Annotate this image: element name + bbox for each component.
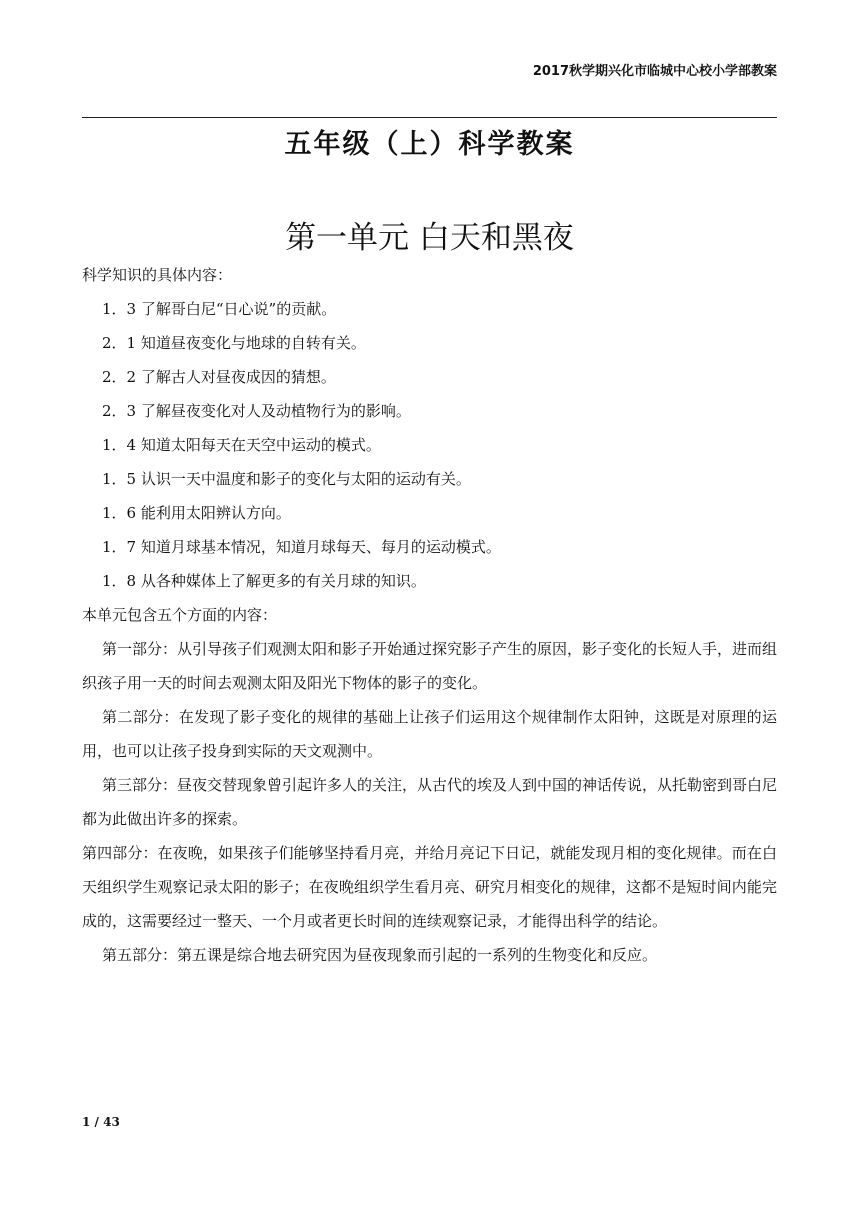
knowledge-item: 1．4 知道太阳每天在天空中运动的模式。 [102, 436, 381, 454]
content-paragraph: 第一部分：从引导孩子们观测太阳和影子开始通过探究影子产生的原因，影子变化的长短人手，进而组织孩子用一天的时间去观测太阳及阳光下物体的影子的变化。 [82, 640, 778, 692]
content-paragraph: 第三部分：昼夜交替现象曾引起许多人的关注，从古代的埃及人到中国的神话传说，从托勒密到哥白尼都为此做出许多的探索。 [82, 776, 778, 828]
header-divider [82, 117, 777, 118]
unit-title: 第一单元 白天和黑夜 [285, 220, 574, 256]
knowledge-item: 1．7 知道月球基本情况，知道月球每天、每月的运动模式。 [102, 538, 501, 556]
knowledge-item: 1．5 认识一天中温度和影子的变化与太阳的运动有关。 [102, 470, 471, 488]
page-header: 2017秋学期兴化市临城中心校小学部教案 [532, 64, 777, 79]
content-paragraph: 第五部分：第五课是综合地去研究因为昼夜现象而引起的一系列的生物变化和反应。 [102, 946, 658, 964]
section-heading-knowledge: 科学知识的具体内容： [82, 266, 233, 284]
page-number: 1 / 43 [82, 1115, 120, 1129]
content-paragraph: 第二部分：在发现了影子变化的规律的基础上让孩子们运用这个规律制作太阳钟，这既是对原理的运用，也可以让孩子投身到实际的天文观测中。 [82, 708, 777, 760]
knowledge-item: 2．3 了解昼夜变化对人及动植物行为的影响。 [102, 402, 411, 420]
document-body [82, 258, 777, 972]
knowledge-item: 2．1 知道昼夜变化与地球的自转有关。 [102, 334, 366, 352]
document-title: 五年级（上）科学教案 [284, 129, 575, 160]
knowledge-item: 2．2 了解古人对昼夜成因的猜想。 [102, 368, 336, 386]
knowledge-item: 1．3 了解哥白尼“日心说”的贡献。 [102, 300, 337, 318]
knowledge-item: 1．6 能利用太阳辨认方向。 [102, 504, 291, 522]
content-paragraph: 第四部分：在夜晚，如果孩子们能够坚持看月亮，并给月亮记下日记，就能发现月相的变化规律。而在白天组织学生观察记录太阳的影子；在夜晚组织学生看月亮、研究月相变化的规律，这都不是短时间内能完成的，这需要经过一整天、一个月或者更长时间的连续观察记录，才能得出科学的结论。 [82, 844, 777, 930]
knowledge-item: 1．8 从各种媒体上了解更多的有关月球的知识。 [102, 572, 426, 590]
section-heading-content: 本单元包含五个方面的内容： [82, 606, 278, 624]
